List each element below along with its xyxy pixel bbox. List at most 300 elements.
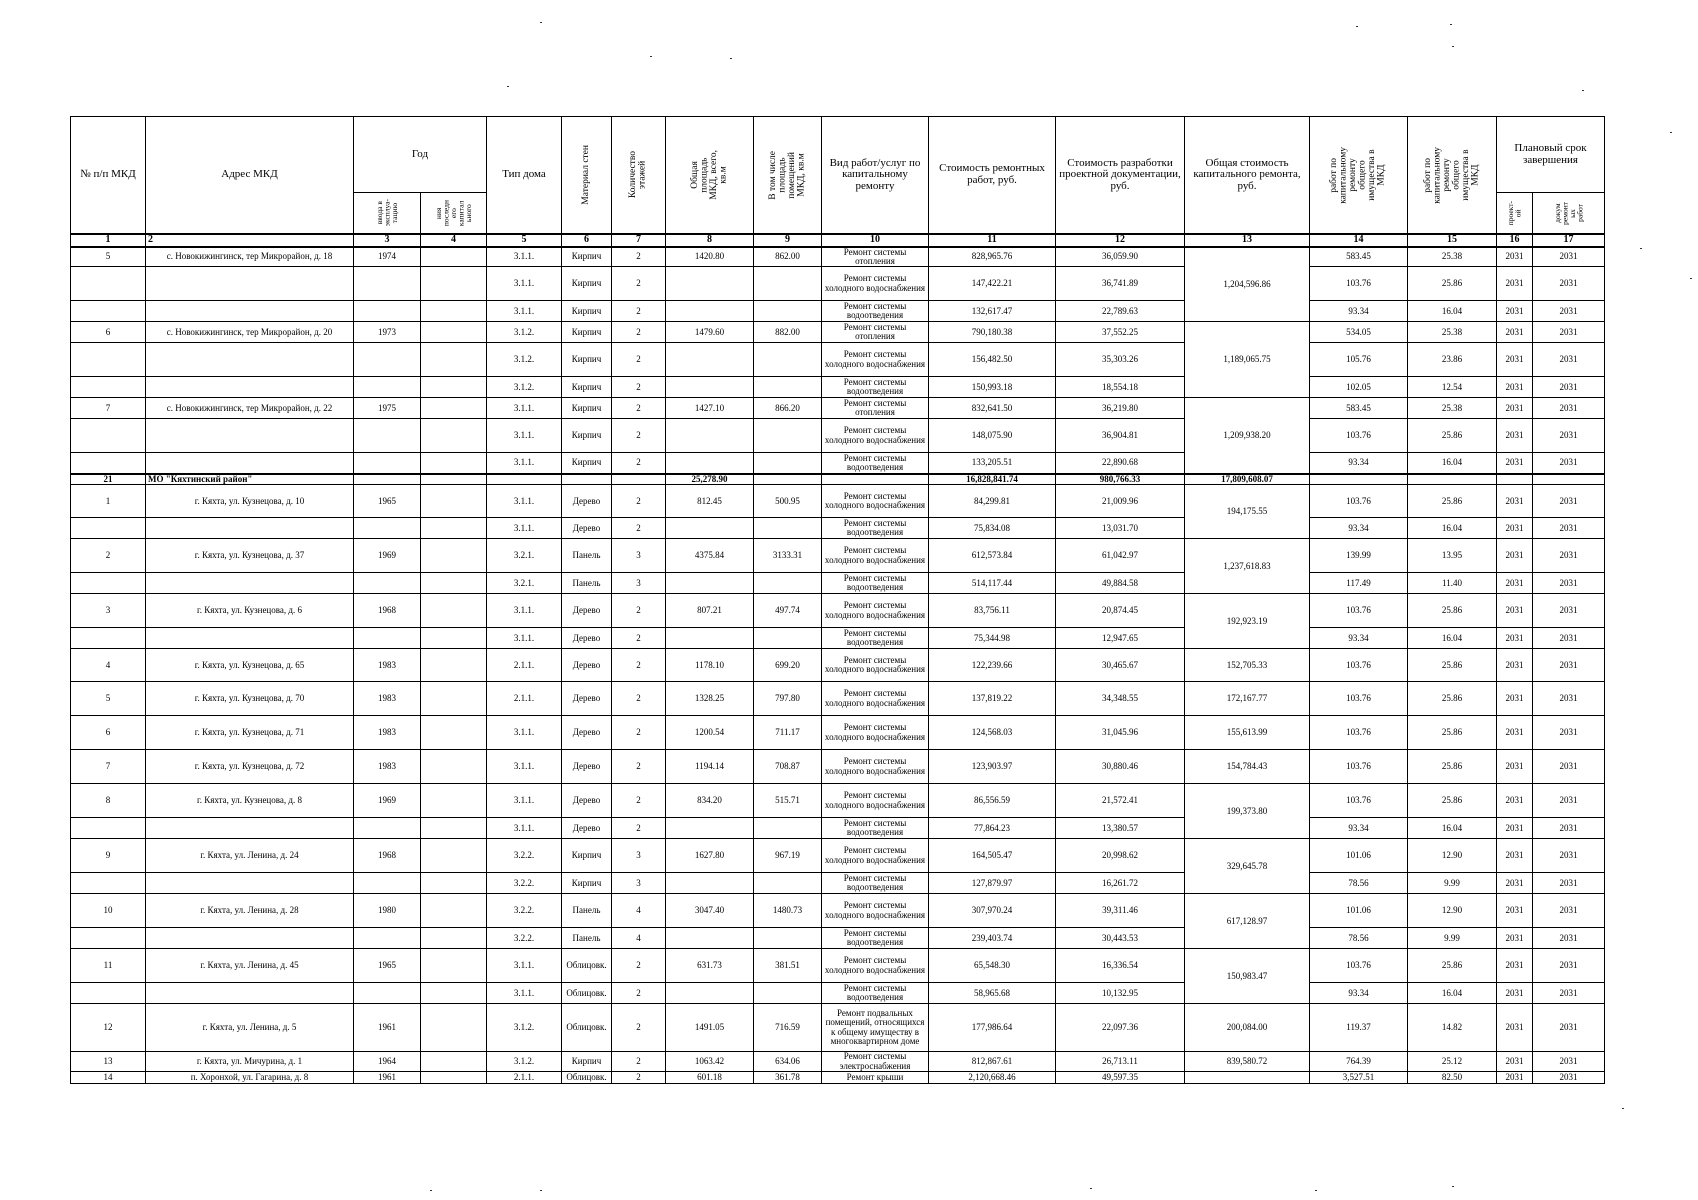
cell-design-cost: 35,303.26: [1056, 343, 1185, 377]
cell-year-commission: [354, 573, 421, 594]
cell-floors: 3: [612, 873, 666, 894]
cell-incl-area: [754, 928, 822, 949]
cell-term-works: 2031: [1533, 928, 1605, 949]
cell-wall-material: Кирпич: [562, 839, 612, 873]
cell-design-cost: 16,336.54: [1056, 949, 1185, 983]
cell-total-area: [666, 267, 754, 301]
cell-design-cost: 36,059.90: [1056, 247, 1185, 267]
cell-unit-cost: 583.45: [1310, 398, 1408, 419]
cell-wall-material: Облицовк.: [562, 1072, 612, 1084]
cell-year-last: [421, 594, 487, 628]
cell-no: [71, 301, 146, 322]
cell-unit-cost: 119.37: [1310, 1004, 1408, 1052]
cell-wall-material: Панель: [562, 539, 612, 573]
table-row: [71, 983, 1605, 1004]
cell-design-cost: 37,552.25: [1056, 322, 1185, 343]
cell-design-cost: 31,045.96: [1056, 716, 1185, 750]
scan-speckle: [1622, 1108, 1624, 1109]
cell-unit-cost: 102.05: [1310, 377, 1408, 398]
cell-total-cost: 329,645.78: [1185, 839, 1310, 894]
cell-address: [146, 267, 354, 301]
cell-term-works: 2031: [1533, 1004, 1605, 1052]
cell-unit-cost: 101.06: [1310, 839, 1408, 873]
cell-address: [146, 983, 354, 1004]
column-number: 16: [1497, 234, 1533, 247]
cell-total-cost: 152,705.33: [1185, 649, 1310, 682]
cell-work-type: Ремонт системы холодного водоснабжения: [822, 839, 929, 873]
cell-unit-cost-2: 16.04: [1408, 301, 1497, 322]
cell-no: [71, 573, 146, 594]
cell-term-design: 2031: [1497, 301, 1533, 322]
cell-unit-cost-2: 16.04: [1408, 628, 1497, 649]
cell-design-cost: 18,554.18: [1056, 377, 1185, 398]
cell-work-type: Ремонт крыши: [822, 1072, 929, 1084]
cell-no: 3: [71, 594, 146, 628]
cell-work-type: Ремонт системы холодного водоснабжения: [822, 894, 929, 928]
cell-total-area: [666, 518, 754, 539]
cell-floors: 2: [612, 983, 666, 1004]
scan-speckle: [1452, 1186, 1454, 1187]
cell-house-type: 3.1.1.: [487, 485, 562, 518]
cell-repair-cost: 132,617.47: [929, 301, 1056, 322]
cell-repair-cost: 2,120,668.46: [929, 1072, 1056, 1084]
cell-design-cost: 30,880.46: [1056, 750, 1185, 784]
cell-floors: 4: [612, 894, 666, 928]
cell-repair-cost: 828,965.76: [929, 247, 1056, 267]
cell-work-type: Ремонт системы водоотведения: [822, 301, 929, 322]
col-header-year-commission: ввода в эксплуа- тацию: [354, 193, 421, 235]
cell-year-last: [421, 267, 487, 301]
cell-year-commission: 1974: [354, 247, 421, 267]
cell-wall-material: Кирпич: [562, 267, 612, 301]
column-number: 6: [562, 234, 612, 247]
cell-year-commission: 1969: [354, 784, 421, 818]
cell-wall-material: Дерево: [562, 682, 612, 716]
cell-address: г. Кяхта, ул. Ленина, д. 28: [146, 894, 354, 928]
cell-house-type: 3.1.1.: [487, 949, 562, 983]
cell-work-type: Ремонт системы холодного водоснабжения: [822, 267, 929, 301]
cell-floors: 2: [612, 453, 666, 474]
cell-address: г. Кяхта, ул. Ленина, д. 24: [146, 839, 354, 873]
cell-unit-cost-2: 82.50: [1408, 1072, 1497, 1084]
cell-house-type: 3.1.1.: [487, 818, 562, 839]
cell-year-commission: [354, 818, 421, 839]
cell-incl-area: [754, 518, 822, 539]
cell-design-cost: 10,132.95: [1056, 983, 1185, 1004]
cell-total-cost: 17,809,608.07: [1185, 474, 1310, 485]
cell-unit-cost-2: 25.86: [1408, 682, 1497, 716]
cell-work-type: [822, 474, 929, 485]
cell-total-cost: 172,167.77: [1185, 682, 1310, 716]
cell-incl-area: [754, 453, 822, 474]
scan-speckle: [730, 58, 732, 59]
cell-term-design: 2031: [1497, 716, 1533, 750]
cell-address: с. Новокижингинск, тер Микрорайон, д. 22: [146, 398, 354, 419]
cell-total-area: 1420.80: [666, 247, 754, 267]
cell-address: с. Новокижингинск, тер Микрорайон, д. 18: [146, 247, 354, 267]
cell-house-type: 3.2.2.: [487, 928, 562, 949]
cell-house-type: 3.1.1.: [487, 267, 562, 301]
cell-design-cost: 980,766.33: [1056, 474, 1185, 485]
cell-year-commission: [354, 301, 421, 322]
cell-term-works: 2031: [1533, 453, 1605, 474]
col-header-no: № п/п МКД: [71, 117, 146, 235]
column-number: 15: [1408, 234, 1497, 247]
cell-total-area: [666, 928, 754, 949]
table-row: [71, 839, 1605, 873]
cell-wall-material: [562, 474, 612, 485]
cell-floors: [612, 474, 666, 485]
cell-repair-cost: 84,299.81: [929, 485, 1056, 518]
cell-house-type: 3.1.1.: [487, 518, 562, 539]
cell-repair-cost: 133,205.51: [929, 453, 1056, 474]
cell-year-commission: 1983: [354, 750, 421, 784]
cell-total-area: 1194.14: [666, 750, 754, 784]
cell-work-type: Ремонт системы холодного водоснабжения: [822, 949, 929, 983]
cell-no: 2: [71, 539, 146, 573]
cell-repair-cost: 812,867.61: [929, 1052, 1056, 1072]
cell-unit-cost-2: 9.99: [1408, 928, 1497, 949]
cell-design-cost: 16,261.72: [1056, 873, 1185, 894]
cell-floors: 2: [612, 818, 666, 839]
cell-no: 1: [71, 485, 146, 518]
cell-term-design: 2031: [1497, 267, 1533, 301]
cell-address: г. Кяхта, ул. Кузнецова, д. 72: [146, 750, 354, 784]
cell-house-type: 3.1.1.: [487, 453, 562, 474]
cell-total-area: 25,278.90: [666, 474, 754, 485]
cell-incl-area: 708.87: [754, 750, 822, 784]
cell-term-works: 2031: [1533, 267, 1605, 301]
col-header-address: Адрес МКД: [146, 117, 354, 235]
cell-address: [146, 419, 354, 453]
cell-work-type: Ремонт системы отопления: [822, 398, 929, 419]
cell-year-commission: [354, 983, 421, 1004]
cell-incl-area: [754, 818, 822, 839]
cell-year-last: [421, 894, 487, 928]
col-header-term-design: проект- ой: [1497, 193, 1533, 235]
cell-unit-cost: 78.56: [1310, 873, 1408, 894]
table-row: [71, 649, 1605, 682]
cell-total-area: [666, 818, 754, 839]
cell-total-cost: 1,209,938.20: [1185, 398, 1310, 474]
cell-house-type: 3.1.2.: [487, 1004, 562, 1052]
scan-speckle: [1670, 132, 1672, 133]
cell-total-cost: 150,983.47: [1185, 949, 1310, 1004]
cell-design-cost: 20,874.45: [1056, 594, 1185, 628]
cell-unit-cost-2: 25.86: [1408, 750, 1497, 784]
col-header-unit-cost-2: работ по капитальному ремонту общего имущества в МКД: [1408, 117, 1497, 235]
cell-incl-area: [754, 873, 822, 894]
col-header-plan-term: Плановый срок завершения: [1497, 117, 1605, 193]
cell-year-commission: 1968: [354, 594, 421, 628]
cell-year-last: [421, 750, 487, 784]
cell-unit-cost-2: 13.95: [1408, 539, 1497, 573]
cell-repair-cost: 239,403.74: [929, 928, 1056, 949]
cell-work-type: Ремонт системы холодного водоснабжения: [822, 750, 929, 784]
cell-unit-cost-2: 12.90: [1408, 894, 1497, 928]
cell-no: [71, 419, 146, 453]
cell-address: г. Кяхта, ул. Кузнецова, д. 6: [146, 594, 354, 628]
cell-work-type: Ремонт системы водоотведения: [822, 983, 929, 1004]
cell-work-type: Ремонт системы холодного водоснабжения: [822, 485, 929, 518]
table-row: [71, 377, 1605, 398]
cell-house-type: [487, 474, 562, 485]
cell-work-type: Ремонт системы холодного водоснабжения: [822, 784, 929, 818]
cell-repair-cost: 65,548.30: [929, 949, 1056, 983]
cell-repair-cost: 77,864.23: [929, 818, 1056, 839]
cell-total-area: 601.18: [666, 1072, 754, 1084]
cell-no: 9: [71, 839, 146, 873]
cell-repair-cost: 150,993.18: [929, 377, 1056, 398]
cell-year-commission: 1964: [354, 1052, 421, 1072]
cell-total-cost: 199,373.80: [1185, 784, 1310, 839]
cell-house-type: 3.1.1.: [487, 628, 562, 649]
cell-wall-material: Кирпич: [562, 873, 612, 894]
cell-house-type: 3.1.1.: [487, 398, 562, 419]
cell-house-type: 3.1.2.: [487, 343, 562, 377]
scan-speckle: [1090, 1188, 1092, 1189]
cell-floors: 2: [612, 247, 666, 267]
cell-design-cost: 49,597.35: [1056, 1072, 1185, 1084]
cell-year-commission: [354, 928, 421, 949]
cell-incl-area: 699.20: [754, 649, 822, 682]
cell-floors: 2: [612, 628, 666, 649]
cell-term-design: 2031: [1497, 784, 1533, 818]
cell-repair-cost: 83,756.11: [929, 594, 1056, 628]
cell-unit-cost: 3,527.51: [1310, 1072, 1408, 1084]
cell-wall-material: Кирпич: [562, 398, 612, 419]
district-total-row: [71, 474, 1605, 485]
cell-incl-area: 3133.31: [754, 539, 822, 573]
cell-wall-material: Дерево: [562, 628, 612, 649]
cell-repair-cost: 86,556.59: [929, 784, 1056, 818]
cell-incl-area: 361.78: [754, 1072, 822, 1084]
cell-floors: 2: [612, 377, 666, 398]
cell-floors: 2: [612, 518, 666, 539]
cell-no: [71, 518, 146, 539]
cell-total-area: [666, 873, 754, 894]
table-row: [71, 301, 1605, 322]
cell-total-cost: 617,128.97: [1185, 894, 1310, 949]
column-number: 8: [666, 234, 754, 247]
cell-repair-cost: 156,482.50: [929, 343, 1056, 377]
cell-work-type: Ремонт системы водоотведения: [822, 928, 929, 949]
cell-incl-area: [754, 573, 822, 594]
cell-unit-cost-2: 25.86: [1408, 594, 1497, 628]
cell-unit-cost-2: 25.86: [1408, 485, 1497, 518]
cell-work-type: Ремонт системы водоотведения: [822, 518, 929, 539]
cell-year-commission: [354, 453, 421, 474]
cell-incl-area: [754, 983, 822, 1004]
cell-floors: 2: [612, 343, 666, 377]
cell-house-type: 2.1.1.: [487, 1072, 562, 1084]
cell-year-last: [421, 716, 487, 750]
cell-work-type: Ремонт системы холодного водоснабжения: [822, 649, 929, 682]
cell-address: [146, 873, 354, 894]
cell-wall-material: Кирпич: [562, 247, 612, 267]
cell-term-works: 2031: [1533, 1052, 1605, 1072]
cell-unit-cost: 103.76: [1310, 649, 1408, 682]
cell-no: 11: [71, 949, 146, 983]
cell-design-cost: 39,311.46: [1056, 894, 1185, 928]
cell-unit-cost-2: 25.86: [1408, 949, 1497, 983]
scan-speckle: [540, 1190, 542, 1191]
cell-floors: 2: [612, 594, 666, 628]
cell-unit-cost-2: 16.04: [1408, 453, 1497, 474]
cell-wall-material: Облицовк.: [562, 1004, 612, 1052]
col-header-floors: Количество этажей: [612, 117, 666, 235]
cell-wall-material: Кирпич: [562, 453, 612, 474]
cell-term-design: 2031: [1497, 539, 1533, 573]
cell-year-commission: 1961: [354, 1004, 421, 1052]
cell-term-works: 2031: [1533, 594, 1605, 628]
cell-house-type: 2.1.1.: [487, 682, 562, 716]
cell-repair-cost: 307,970.24: [929, 894, 1056, 928]
cell-repair-cost: 147,422.21: [929, 267, 1056, 301]
cell-incl-area: 716.59: [754, 1004, 822, 1052]
cell-floors: 3: [612, 839, 666, 873]
cell-term-works: 2031: [1533, 894, 1605, 928]
cell-work-type: Ремонт системы холодного водоснабжения: [822, 682, 929, 716]
cell-incl-area: [754, 377, 822, 398]
cell-incl-area: [754, 267, 822, 301]
table-row: [71, 682, 1605, 716]
col-header-year: Год: [354, 117, 487, 193]
cell-term-works: 2031: [1533, 398, 1605, 419]
column-number: 11: [929, 234, 1056, 247]
cell-design-cost: 20,998.62: [1056, 839, 1185, 873]
cell-incl-area: 497.74: [754, 594, 822, 628]
cell-work-type: Ремонт системы водоотведения: [822, 818, 929, 839]
cell-term-works: 2031: [1533, 573, 1605, 594]
cell-wall-material: Дерево: [562, 818, 612, 839]
cell-address: с. Новокижингинск, тер Микрорайон, д. 20: [146, 322, 354, 343]
cell-unit-cost-2: 12.90: [1408, 839, 1497, 873]
cell-unit-cost: 93.34: [1310, 628, 1408, 649]
scan-speckle: [1582, 90, 1584, 91]
table-row: [71, 1052, 1605, 1072]
cell-year-commission: 1973: [354, 322, 421, 343]
cell-term-works: 2031: [1533, 518, 1605, 539]
cell-repair-cost: 164,505.47: [929, 839, 1056, 873]
scan-speckle: [1690, 278, 1692, 279]
cell-term-works: 2031: [1533, 1072, 1605, 1084]
cell-no: 21: [71, 474, 146, 485]
col-header-house-type: Тип дома: [487, 117, 562, 235]
cell-term-works: 2031: [1533, 322, 1605, 343]
cell-house-type: 3.2.2.: [487, 839, 562, 873]
cell-year-commission: 1983: [354, 682, 421, 716]
cell-work-type: Ремонт системы водоотведения: [822, 377, 929, 398]
cell-repair-cost: 177,986.64: [929, 1004, 1056, 1052]
scan-speckle: [1640, 248, 1642, 249]
cell-wall-material: Кирпич: [562, 1052, 612, 1072]
cell-term-design: 2031: [1497, 894, 1533, 928]
cell-design-cost: 22,789.63: [1056, 301, 1185, 322]
cell-unit-cost: 103.76: [1310, 949, 1408, 983]
cell-design-cost: 36,904.81: [1056, 419, 1185, 453]
cell-total-area: [666, 628, 754, 649]
cell-wall-material: Дерево: [562, 784, 612, 818]
cell-term-design: 2031: [1497, 485, 1533, 518]
cell-year-last: [421, 453, 487, 474]
cell-term-design: 2031: [1497, 1052, 1533, 1072]
cell-incl-area: 862.00: [754, 247, 822, 267]
cell-wall-material: Облицовк.: [562, 983, 612, 1004]
cell-no: 7: [71, 750, 146, 784]
cell-total-area: 1200.54: [666, 716, 754, 750]
cell-floors: 2: [612, 750, 666, 784]
cell-term-design: 2031: [1497, 573, 1533, 594]
column-number: 1: [71, 234, 146, 247]
cell-term-works: 2031: [1533, 343, 1605, 377]
cell-repair-cost: 16,828,841.74: [929, 474, 1056, 485]
cell-house-type: 3.1.1.: [487, 716, 562, 750]
cell-incl-area: 711.17: [754, 716, 822, 750]
cell-total-area: 1178.10: [666, 649, 754, 682]
cell-work-type: Ремонт системы электроснабжения: [822, 1052, 929, 1072]
cell-unit-cost: 93.34: [1310, 518, 1408, 539]
cell-year-last: [421, 343, 487, 377]
cell-year-last: [421, 649, 487, 682]
cell-incl-area: 797.80: [754, 682, 822, 716]
cell-total-cost: 839,580.72: [1185, 1052, 1310, 1072]
cell-term-design: 2031: [1497, 594, 1533, 628]
capital-repair-table: [70, 116, 1605, 1084]
cell-incl-area: [754, 628, 822, 649]
cell-unit-cost: 103.76: [1310, 784, 1408, 818]
cell-house-type: 3.1.1.: [487, 983, 562, 1004]
cell-term-design: [1497, 474, 1533, 485]
cell-year-last: [421, 322, 487, 343]
table-row: [71, 343, 1605, 377]
cell-no: 4: [71, 649, 146, 682]
table-row: [71, 485, 1605, 518]
table-row: [71, 1004, 1605, 1052]
cell-total-cost: [1185, 1072, 1310, 1084]
cell-year-last: [421, 247, 487, 267]
cell-term-works: 2031: [1533, 818, 1605, 839]
cell-year-last: [421, 784, 487, 818]
cell-term-works: 2031: [1533, 485, 1605, 518]
cell-unit-cost-2: 16.04: [1408, 983, 1497, 1004]
cell-house-type: 3.1.1.: [487, 247, 562, 267]
cell-repair-cost: 612,573.84: [929, 539, 1056, 573]
cell-floors: 2: [612, 1004, 666, 1052]
cell-design-cost: 30,443.53: [1056, 928, 1185, 949]
cell-no: 5: [71, 247, 146, 267]
cell-total-cost: 194,175.55: [1185, 485, 1310, 539]
cell-address: [146, 518, 354, 539]
cell-address: МО "Кяхтинский район": [146, 474, 354, 485]
cell-work-type: Ремонт системы холодного водоснабжения: [822, 343, 929, 377]
cell-address: г. Кяхта, ул. Ленина, д. 5: [146, 1004, 354, 1052]
cell-repair-cost: 514,117.44: [929, 573, 1056, 594]
cell-house-type: 3.1.1.: [487, 784, 562, 818]
cell-term-design: 2031: [1497, 1004, 1533, 1052]
cell-term-works: 2031: [1533, 873, 1605, 894]
cell-term-works: 2031: [1533, 682, 1605, 716]
cell-term-design: 2031: [1497, 649, 1533, 682]
cell-term-works: 2031: [1533, 419, 1605, 453]
cell-address: п. Хоронхой, ул. Гагарина, д. 8: [146, 1072, 354, 1084]
table-row: [71, 894, 1605, 928]
cell-total-cost: 200,084.00: [1185, 1004, 1310, 1052]
cell-total-cost: 1,237,618.83: [1185, 539, 1310, 594]
cell-year-last: [421, 573, 487, 594]
cell-address: [146, 343, 354, 377]
table-row: [71, 594, 1605, 628]
